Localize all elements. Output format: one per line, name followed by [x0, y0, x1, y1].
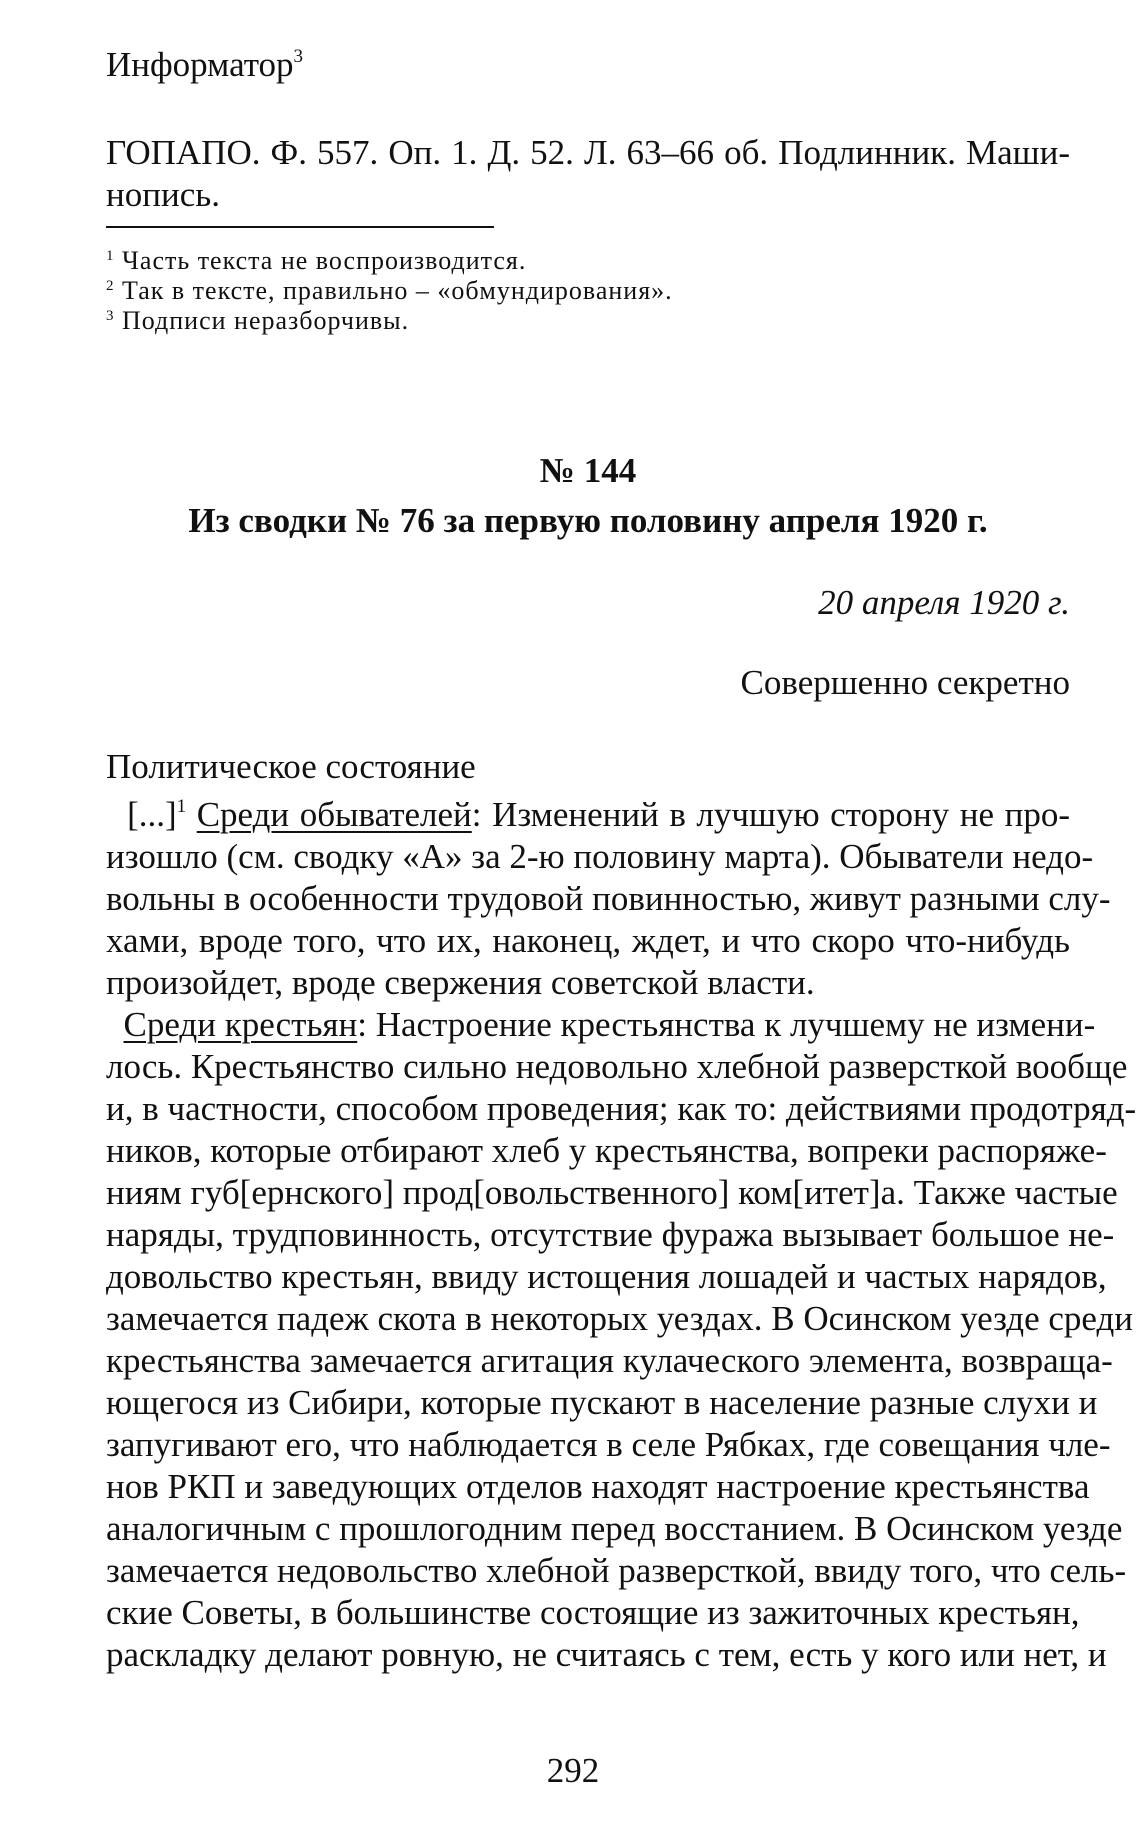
- paragraph-line: [106, 794, 1070, 836]
- document-number: № 144: [539, 451, 637, 490]
- footnote-item: [106, 246, 1070, 276]
- paragraph-line: вольны в особенности трудовой повинностью, живут разными слу-: [106, 879, 1111, 918]
- section-heading: Политическое состояние: [106, 747, 476, 786]
- footnote-number: 1: [106, 248, 115, 264]
- secrecy-label: Совершенно секретно: [740, 663, 1070, 702]
- paragraph-townspeople: [106, 794, 1111, 1004]
- archival-source: [106, 132, 1070, 216]
- footnote-item: [106, 306, 1070, 336]
- signature-text: Информатор: [106, 45, 294, 84]
- paragraph-line: хами, вроде того, что их, наконец, ждет, и что скоро что-нибудь: [106, 921, 1070, 960]
- paragraph-line: замечается падеж скота в некоторых уездах. В Осинском уезде среди: [106, 1299, 1134, 1338]
- omission-mark: [...]: [127, 795, 177, 834]
- text-run: : Изменений в лучшую сторону не про-: [471, 795, 1070, 834]
- paragraph-line: и, в частности, способом проведения; как то: действиями продотряд-: [106, 1089, 1137, 1128]
- footnote-number: 3: [106, 308, 115, 324]
- paragraph-line: изошло (см. сводку «А» за 2-ю половину марта). Обыватели недо-: [106, 837, 1094, 876]
- signature-line: [106, 44, 1070, 86]
- paragraph-line: нов РКП и заведующих отделов находят настроение крестьянства: [106, 1467, 1090, 1506]
- document-title: Из сводки № 76 за первую половину апреля 1920 г.: [188, 501, 988, 540]
- paragraph-line: крестьянства замечается агитация кулаческого элемента, возвраща-: [106, 1341, 1113, 1380]
- paragraph-line: наряды, трудповинность, отсутствие фуража вызывает большое не-: [106, 1215, 1115, 1254]
- paragraph-line: запугивают его, что наблюдается в селе Рябках, где совещания чле-: [106, 1425, 1111, 1464]
- footnote-number: 2: [106, 278, 115, 294]
- paragraph-line: ниям губ[ернского] прод[овольственного] ком[итет]а. Также частые: [106, 1173, 1118, 1212]
- source-line-1: ГОПАПО. Ф. 557. Оп. 1. Д. 52. Л. 63–66 об. Подлинник. Маши-: [106, 133, 1070, 172]
- section-label-peasants: Среди крестьян: [123, 1005, 358, 1044]
- paragraph-line: ников, которые отбирают хлеб у крестьянства, вопреки распоряже-: [106, 1131, 1107, 1170]
- footnote-ref: 1: [176, 796, 187, 817]
- paragraph-line: довольство крестьян, ввиду истощения лошадей и частых нарядов,: [106, 1257, 1107, 1296]
- footnote-text: Часть текста не воспроизводится.: [122, 246, 527, 275]
- paragraph-line: замечается недовольство хлебной разверсткой, ввиду того, что сель-: [106, 1551, 1127, 1590]
- footnote-text: Подписи неразборчивы.: [122, 306, 410, 335]
- paragraph-line: ские Советы, в большинстве состоящие из зажиточных крестьян,: [106, 1593, 1080, 1632]
- footnote-item: [106, 276, 1070, 306]
- section-label-townspeople: Среди обывателей: [196, 795, 472, 834]
- footnotes: [106, 246, 1070, 336]
- footnote-text: Так в тексте, правильно – «обмундирования».: [122, 276, 673, 305]
- paragraph-peasants: [106, 1004, 1137, 1676]
- page-number: 292: [546, 1751, 600, 1790]
- paragraph-line: ющегося из Сибири, которые пускают в население разные слухи и: [106, 1383, 1098, 1422]
- paragraph-line: лось. Крестьянство сильно недовольно хлебной разверсткой вообще: [106, 1047, 1128, 1086]
- document-date: 20 апреля 1920 г.: [818, 583, 1070, 622]
- paragraph-line: произойдет, вроде свержения советской власти.: [106, 963, 815, 1002]
- signature-footnote-ref: 3: [293, 46, 304, 67]
- paragraph-line: аналогичным с прошлогодним перед восстанием. В Осинском уезде: [106, 1509, 1123, 1548]
- paragraph-line: [106, 1004, 1096, 1046]
- paragraph-line: раскладку делают ровную, не считаясь с тем, есть у кого или нет, и: [106, 1635, 1107, 1674]
- footnote-divider: [106, 226, 494, 228]
- text-run: : Настроение крестьянства к лучшему не измени-: [357, 1005, 1096, 1044]
- source-line-2: нопись.: [106, 175, 220, 214]
